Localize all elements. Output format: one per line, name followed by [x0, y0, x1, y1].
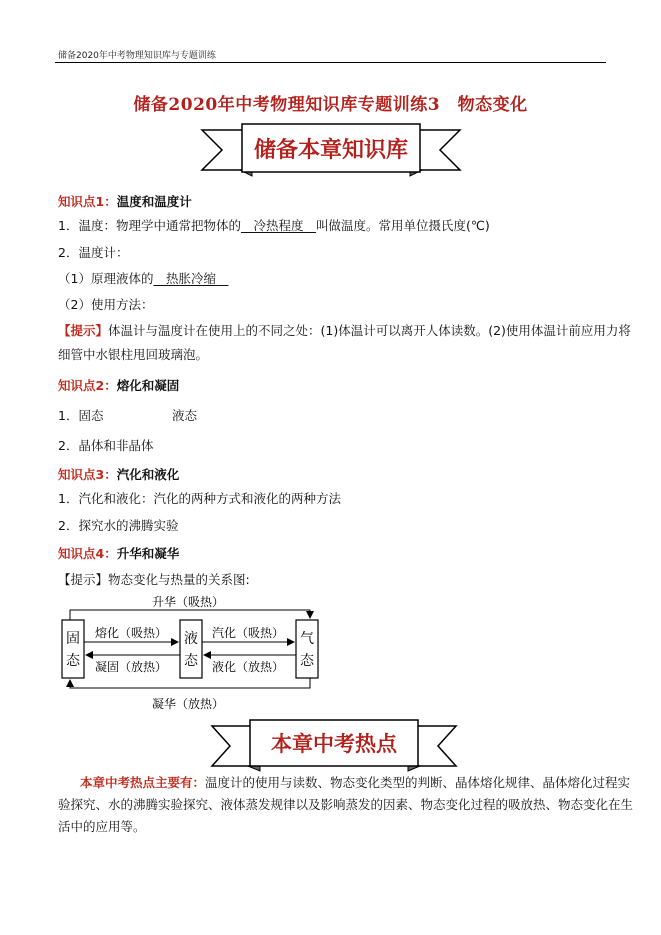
kp1-line3: [58, 271, 228, 287]
knowledge-banner-text: 储备本章知识库: [253, 137, 409, 163]
kp1-tip-line1: [58, 323, 631, 339]
page-title: 储备2020年中考物理知识库专题训练3 物态变化: [133, 95, 528, 115]
kp4-tip: 【提示】物态变化与热量的关系图:: [58, 572, 250, 587]
kp4-title: 升华和凝华: [116, 546, 180, 561]
sublimation-arrow: [70, 610, 310, 620]
liquefaction-label: 液化（放热）: [211, 660, 285, 674]
kp1-l1-blank: 冷热程度: [240, 218, 316, 233]
kp1-tip-line2: 细管中水银柱甩回玻璃泡。: [58, 347, 209, 362]
gas-char1: 气: [300, 631, 314, 647]
hotspot-line3: 活中的应用等。: [58, 819, 146, 834]
kp4-heading: [58, 544, 179, 562]
solid-box: [62, 620, 84, 678]
gas-char2: 态: [300, 653, 314, 669]
kp1-line4: （2）使用方法：: [58, 297, 154, 312]
kp3-line1: 1．汽化和液化：汽化的两种方式和液化的两种方法: [58, 491, 341, 506]
kp1-l1-suffix: 叫做温度。常用单位摄氏度(℃): [315, 218, 490, 233]
hotspot-line1: [58, 772, 631, 794]
kp1-l3-prefix: （1）原理液体的: [58, 271, 154, 286]
hotspot-label: 本章中考热点主要有：: [80, 775, 206, 790]
solid-char1: 固: [66, 631, 80, 647]
hotspot-text1: 温度计的使用与读数、物态变化类型的判断、晶体熔化规律、晶体熔化过程实: [205, 775, 631, 790]
kp3-line2: 2．探究水的沸腾实验: [58, 518, 179, 533]
kp3-heading: [58, 465, 179, 483]
hotspot-paragraph: [58, 772, 634, 838]
kp1-tip-text1: 体温计与温度计在使用上的不同之处：(1)体温计可以离开人体读数。(2)使用体温计前应用力将: [108, 323, 631, 338]
deposition-label: 凝华（放热）: [151, 697, 225, 711]
melting-label: 熔化（吸热）: [94, 626, 168, 640]
kp2-line2: 2．晶体和非晶体: [58, 438, 154, 453]
kp1-title: 温度和温度计: [116, 194, 192, 209]
kp3-label: 知识点3：: [58, 467, 117, 482]
kp2-label: 知识点2：: [58, 378, 117, 393]
kp1-heading: [58, 192, 192, 210]
kp2-heading: [58, 376, 179, 394]
header-rule: [55, 62, 606, 63]
running-header: 储备2020年中考物理知识库与专题训练: [58, 51, 216, 61]
kp2-title: 熔化和凝固: [116, 378, 180, 393]
deposition-arrow: [70, 678, 310, 688]
state-change-diagram: [58, 592, 328, 716]
sublimation-label: 升华（吸热）: [151, 595, 225, 609]
kp1-l3-blank: 热胀冷缩: [153, 271, 229, 286]
gas-box: [296, 620, 318, 678]
freezing-label: 凝固（放热）: [94, 660, 168, 674]
solid-char2: 态: [66, 653, 80, 669]
hotspot-line2: 验探究、水的沸腾实验探究、液体蒸发规律以及影响蒸发的因素、物态变化过程的吸放热、物态变化在生: [58, 797, 634, 812]
liquid-char1: 液: [184, 631, 198, 647]
kp1-line2: 2．温度计：: [58, 245, 129, 260]
kp1-l1-prefix: 1．温度：物理学中通常把物体的: [58, 218, 241, 233]
hotspot-banner-text: 本章中考热点: [271, 731, 397, 756]
kp4-label: 知识点4：: [58, 546, 117, 561]
hotspot-banner: [210, 716, 458, 772]
liquid-box: [180, 620, 202, 678]
vaporization-label: 汽化（吸热）: [211, 626, 285, 640]
kp1-label: 知识点1：: [58, 194, 117, 209]
knowledge-banner: [200, 120, 462, 178]
kp1-tip-label: 【提示】: [58, 323, 109, 338]
liquid-char2: 态: [184, 653, 198, 669]
kp1-line1: [58, 218, 490, 234]
kp2-line1b: 液态: [172, 408, 198, 423]
kp2-line1a: 1．固态: [58, 408, 104, 423]
kp3-title: 汽化和液化: [116, 467, 180, 482]
